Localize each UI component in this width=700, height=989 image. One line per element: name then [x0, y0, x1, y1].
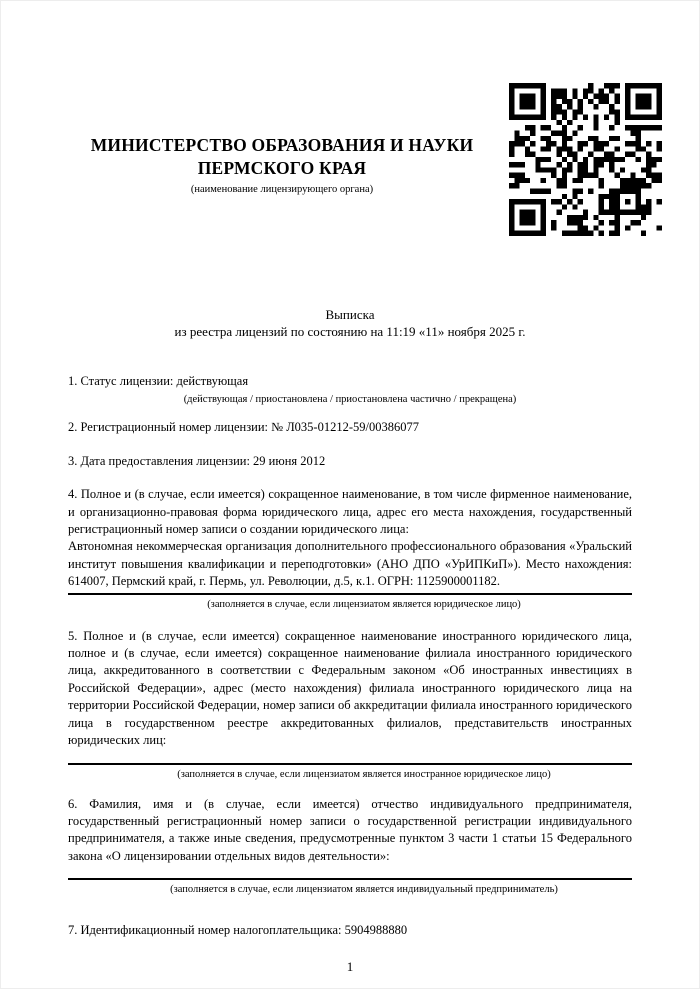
qr-code-image	[509, 83, 662, 236]
item-4-legal-entity-value: Автономная некоммерческая организация дополнительного профессионального образования «Уральский институт повышения квалификации и переподготовки» (АНО ДПО «УрИПКиП»). Место нахождения: 614007, Пермский край, г. Пермь, ул. Революции, д.5, к.1. ОГРН: 1125900001182.	[68, 539, 632, 589]
item-5-caption: (заполняется в случае, если лицензиатом является иностранное юридическое лицо)	[177, 768, 551, 780]
item-6-caption: (заполняется в случае, если лицензиатом является индивидуальный предприниматель)	[170, 884, 558, 896]
document-title-line2: из реестра лицензий по состоянию на 11:19 «11» ноября 2025 г.	[174, 324, 526, 339]
ministry-name-line2: ПЕРМСКОГО КРАЯ	[197, 158, 367, 178]
ministry-name-line1: МИНИСТЕРСТВО ОБРАЗОВАНИЯ И НАУКИ	[90, 135, 474, 155]
licensing-authority-header	[68, 134, 496, 197]
fill-line-item-4	[68, 593, 632, 595]
item-7-taxpayer-number: 7. Идентификационный номер налогоплательщика: 5904988880	[68, 923, 408, 938]
item-1-license-status: 1. Статус лицензии: действующая	[68, 374, 249, 388]
item-2-registration-number: 2. Регистрационный номер лицензии: № Л035-01212-59/00386077	[68, 420, 419, 435]
item-1-caption: (действующая / приостановлена / приостановлена частично / прекращена)	[183, 394, 517, 406]
ministry-caption: (наименование лицензирующего органа)	[190, 184, 374, 195]
fill-line-item-6	[68, 878, 632, 880]
item-3-license-grant-date: 3. Дата предоставления лицензии: 29 июня 2012	[68, 453, 326, 468]
item-4-legal-entity-heading: 4. Полное и (в случае, если имеется) сокращенное наименование, в том числе фирменное наименование, и организационно-правовая форма юридического лица, адрес его места нахождения, государственный регистрационный номер записи о создании юридического лица:	[68, 487, 632, 537]
document-title	[68, 306, 632, 340]
page-number: 1	[346, 958, 354, 974]
item-4-caption: (заполняется в случае, если лицензиатом является юридическое лицо)	[207, 598, 521, 610]
document-title-line1: Выписка	[325, 307, 375, 322]
qr-code	[509, 83, 662, 236]
item-5-foreign-entity-heading: 5. Полное и (в случае, если имеется) сокращенное наименование иностранного юридического лица, полное и (в случае, если имеется) сокращенное наименование филиала иностранного юридического лица, аккредитованного в соответствии с Федеральным законом «Об иностранных инвестициях в Российской Федерации», адрес (место нахождения) филиала иностранного юридического лица на территории Российской Федерации, номер записи об аккредитации филиала иностранного юридического лица в государственном реестре аккредитованных филиалов, представительств иностранных юридических лиц:	[68, 628, 632, 748]
document-content	[1, 134, 699, 975]
item-6-entrepreneur-heading: 6. Фамилия, имя и (в случае, если имеется) отчество индивидуального предпринимателя, государственный регистрационный номер записи о государственной регистрации индивидуального предпринимателя, а также иные сведения, предусмотренные пунктом 3 части 1 статьи 15 Федерального закона «О лицензировании отдельных видов деятельности»:	[68, 796, 632, 863]
fill-line-item-5	[68, 763, 632, 765]
